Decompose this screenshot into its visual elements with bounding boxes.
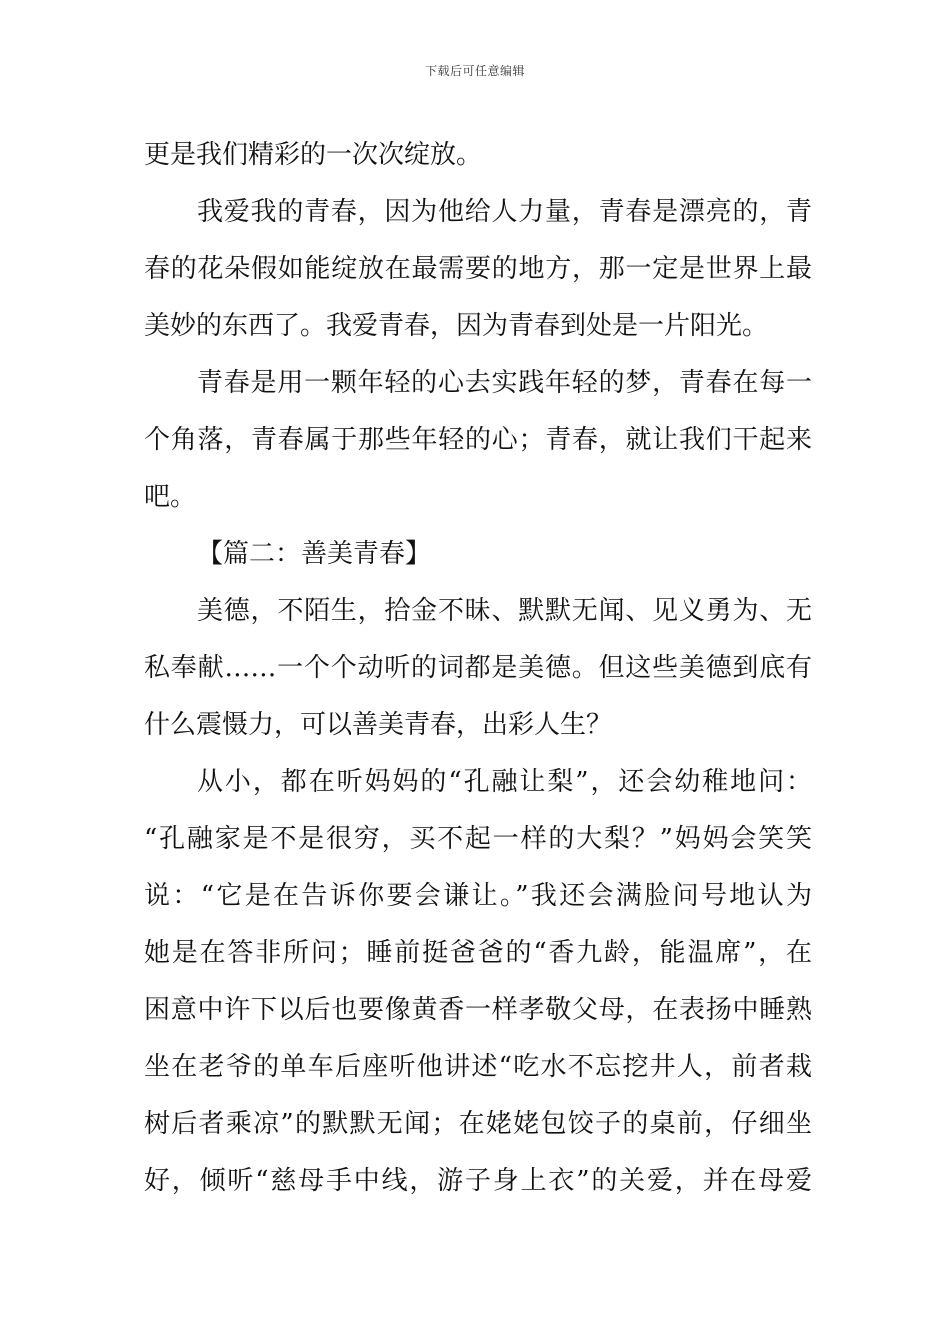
text-line: 更是我们精彩的一次次绽放。 [144,140,483,170]
text-line: 困意中许下以后也要像黄香一样孝敬父母，在表扬中睡熟 [144,995,812,1025]
text-line: 吧。 [144,482,197,512]
section-heading: 【篇二：善美青春】 [197,539,432,569]
text-line: 美妙的东西了。我爱青春，因为青春到处是一片阳光。 [144,311,769,341]
text-line: “孔融家是不是很穷，买不起一样的大梨？”妈妈会笑笑 [144,824,812,854]
paragraph-first-line: 我爱我的青春，因为他给人力量，青春是漂亮的，青 [197,197,812,227]
text-line: 什么震慑力，可以善美青春，出彩人生？ [144,710,613,740]
page-header: 下载后可任意编辑 [424,64,525,78]
text-line: 好，倾听“慈母手中线，游子身上衣”的关爱，并在母爱 [144,1166,812,1196]
paragraph-first-line: 青春是用一颗年轻的心去实践年轻的梦，青春在每一 [197,368,812,398]
paragraph-first-line: 从小，都在听妈妈的“孔融让梨”，还会幼稚地问： [197,767,812,797]
text-line: 个角落，青春属于那些年轻的心；青春，就让我们干起来 [144,425,812,455]
text-line: 说：“它是在告诉你要会谦让。”我还会满脸问号地认为 [144,881,812,911]
text-line: 坐在老爷的单车后座听他讲述“吃水不忘挖井人，前者栽 [144,1052,812,1082]
text-line: 她是在答非所问；睡前挺爸爸的“香九龄，能温席”，在 [144,938,812,968]
text-line: 树后者乘凉”的默默无闻；在姥姥包饺子的桌前，仔细坐 [144,1109,812,1139]
text-line: 春的花朵假如能绽放在最需要的地方，那一定是世界上最 [144,254,812,284]
text-line: 私奉献……一个个动听的词都是美德。但这些美德到底有 [144,653,812,683]
paragraph-first-line: 美德，不陌生，拾金不昧、默默无闻、见义勇为、无 [197,596,812,626]
body-text [144,127,812,1210]
